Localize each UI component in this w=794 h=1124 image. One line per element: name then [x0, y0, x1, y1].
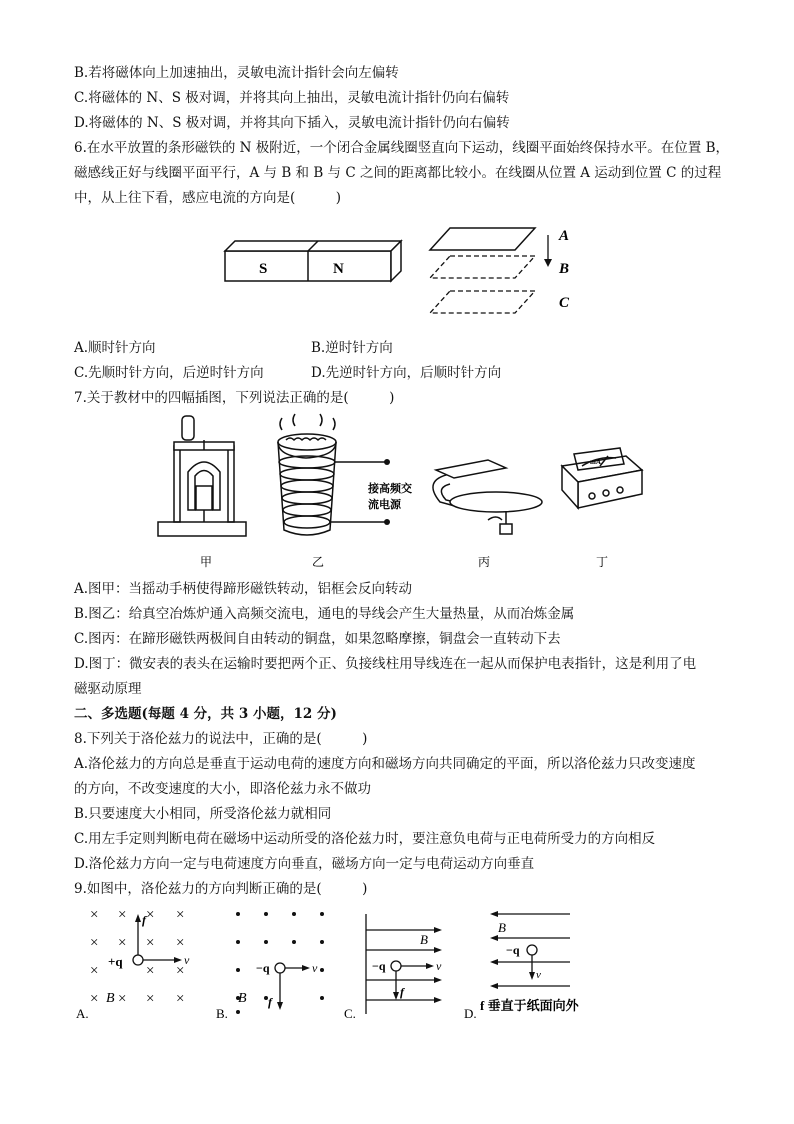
svg-text:×: ×: [90, 935, 99, 951]
q9b-field: B: [238, 991, 247, 1006]
q8-option-a-2: 的方向，不改变速度的大小，即洛伦兹力永不做功: [74, 781, 371, 797]
q8-stem: 8.下列关于洛伦兹力的说法中，正确的是( ): [74, 731, 368, 747]
q9c-charge: −q: [372, 959, 386, 973]
label-b: B: [559, 261, 570, 277]
q6-option-b: B.逆时针方向: [311, 340, 393, 356]
power-label-1: 接高频交: [368, 483, 412, 495]
north-pole-label: N: [333, 261, 344, 277]
q9b-force: f: [268, 995, 272, 1009]
q8-option-a-1: A.洛伦兹力的方向总是垂直于运动电荷的速度方向和磁场方向共同确定的平面，所以洛伦兹力只改变速度: [74, 756, 696, 772]
label-a: A: [559, 228, 570, 244]
q9c-field: B: [420, 932, 428, 947]
q6-stem-3: 中，从上往下看，感应电流的方向是( ): [74, 190, 342, 206]
svg-text:×: ×: [146, 907, 155, 923]
q5-option-b: B.若将磁体向上加速抽出，灵敏电流计指针会向左偏转: [74, 65, 399, 81]
q6-option-c: C.先顺时针方向，后逆时针方向: [74, 365, 264, 381]
q9-stem: 9.如图中，洛伦兹力的方向判断正确的是( ): [74, 881, 368, 897]
svg-text:×: ×: [176, 907, 185, 923]
q6-option-a: A.顺时针方向: [74, 340, 156, 356]
coil-position-c: [430, 291, 535, 313]
q5-option-d: D.将磁体的 N、S 极对调，并将其向下插入，灵敏电流计指针仍向右偏转: [74, 115, 510, 131]
south-pole-label: S: [259, 261, 268, 277]
label-bing: 丙: [478, 555, 491, 569]
svg-text:×: ×: [146, 963, 155, 979]
q7-option-b: B.图乙：给真空冶炼炉通入高频交流电，通电的导线会产生大量热量，从而冶炼金属: [74, 606, 575, 622]
coil-position-b: [430, 256, 535, 278]
q9a-field: B: [106, 991, 115, 1006]
bar-magnet: [225, 241, 401, 281]
q6-stem-1: 6.在水平放置的条形磁铁的 N 极附近，一个闭合金属线圈竖直向下运动，线圈平面始终保持水平。在位置 B，: [74, 140, 729, 156]
svg-text:×: ×: [118, 907, 127, 923]
copper-disk-apparatus: [433, 460, 542, 534]
svg-text:×: ×: [90, 907, 99, 923]
label-yi: 乙: [312, 555, 325, 569]
q6-stem-2: 磁感线正好与线圈平面平行，A 与 B 和 B 与 C 之间的距离都比较小。在线圈从位置 A 运动到位置 C 的过程: [74, 165, 722, 181]
q8-option-c: C.用左手定则判断电荷在磁场中运动所受的洛伦兹力时，要注意负电荷与正电荷所受力的方向相反: [74, 831, 656, 847]
q6-figure: [215, 225, 595, 325]
q9a-velocity: v: [184, 953, 190, 967]
q9b-velocity: v: [312, 961, 318, 975]
q9-diagram-a: [90, 907, 184, 1007]
svg-text:×: ×: [176, 963, 185, 979]
q9d-note: f 垂直于纸面向外: [480, 998, 579, 1013]
q9a-force: f: [142, 913, 146, 927]
q9b-charge: −q: [256, 961, 270, 975]
svg-text:×: ×: [90, 963, 99, 979]
q9-figure: [70, 902, 610, 1027]
q9d-charge: −q: [506, 943, 520, 957]
q9-option-a: A.: [76, 1006, 89, 1021]
svg-text:×: ×: [90, 991, 99, 1007]
q7-option-a: A.图甲：当摇动手柄使得蹄形磁铁转动，铝框会反向转动: [74, 581, 413, 597]
q7-option-d-1: D.图丁：微安表的表头在运输时要把两个正、负接线柱用导线连在一起从而保护电表指针，这是利用了电: [74, 656, 697, 672]
q9d-velocity: v: [536, 969, 541, 981]
svg-text:×: ×: [146, 935, 155, 951]
q9-option-c: C.: [344, 1006, 356, 1021]
q7-option-c: C.图丙：在蹄形磁铁两极间自由转动的铜盘，如果忽略摩擦，铜盘会一直转动下去: [74, 631, 561, 647]
meter-label: mA: [590, 458, 601, 466]
rotating-magnet-apparatus: [158, 416, 246, 536]
microammeter: [562, 448, 642, 508]
q9-diagram-b: [236, 912, 324, 1014]
label-jia: 甲: [200, 555, 213, 569]
q9c-force: f: [400, 985, 404, 999]
q7-option-d-2: 磁驱动原理: [74, 681, 142, 697]
q7-figure: [150, 410, 650, 575]
power-label-2: 流电源: [368, 499, 401, 511]
svg-text:×: ×: [146, 991, 155, 1007]
q9-option-b: B.: [216, 1006, 228, 1021]
q6-option-d: D.先逆时针方向，后顺时针方向: [311, 365, 502, 381]
section-heading: 二、多选题(每题 4 分，共 3 小题，12 分): [74, 706, 337, 722]
q9a-charge: +q: [108, 954, 123, 969]
svg-text:×: ×: [176, 991, 185, 1007]
svg-text:×: ×: [118, 991, 127, 1007]
coil-position-a: [430, 228, 535, 250]
induction-furnace: [278, 414, 386, 535]
q8-option-b: B.只要速度大小相同，所受洛伦兹力就相同: [74, 806, 332, 822]
svg-text:×: ×: [176, 935, 185, 951]
q5-option-c: C.将磁体的 N、S 极对调，并将其向上抽出，灵敏电流计指针仍向右偏转: [74, 90, 510, 106]
svg-text:×: ×: [118, 935, 127, 951]
q9c-velocity: v: [436, 959, 442, 973]
q9d-field: B: [498, 920, 506, 935]
label-c: C: [559, 295, 570, 311]
q9-option-d: D.: [464, 1006, 477, 1021]
q7-stem: 7.关于教材中的四幅插图，下列说法正确的是( ): [74, 390, 395, 406]
q8-option-d: D.洛伦兹力方向一定与电荷速度方向垂直，磁场方向一定与电荷运动方向垂直: [74, 856, 535, 872]
label-ding: 丁: [596, 555, 609, 569]
